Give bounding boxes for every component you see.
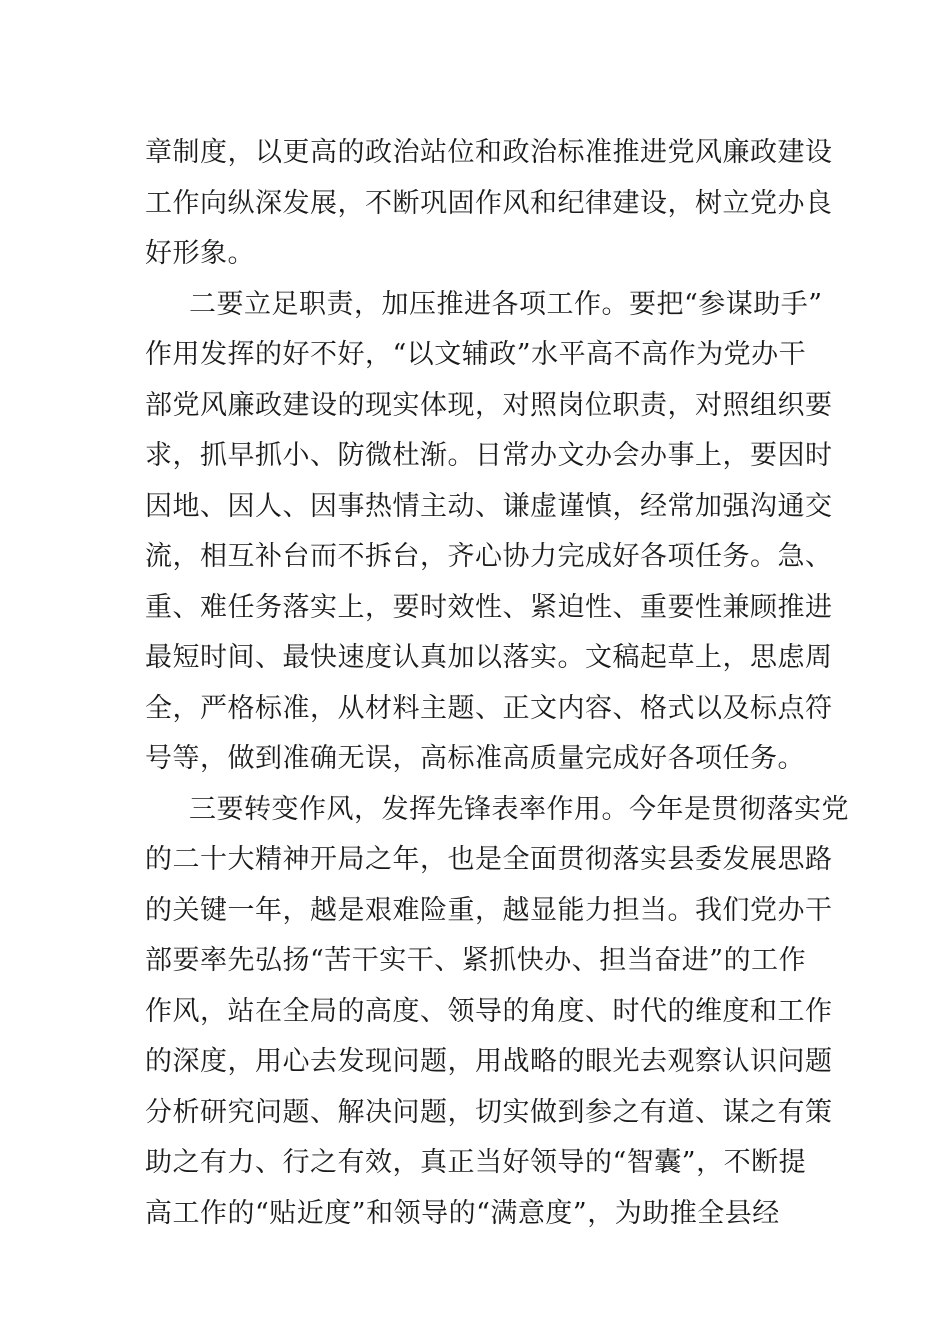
text-line: 作风，站在全局的高度、领导的角度、时代的维度和工作 <box>145 995 833 1027</box>
document-body <box>145 128 849 1239</box>
text-line: 工作向纵深发展，不断巩固作风和纪律建设，树立党办良 <box>145 187 833 219</box>
text-line: 部要率先弘扬“苦干实干、紧抓快办、担当奋进”的工作 <box>145 945 807 976</box>
text-line: 好形象。 <box>145 238 255 269</box>
text-line: 号等，做到准确无误，高标准高质量完成好各项任务。 <box>145 743 805 774</box>
text-line: 因地、因人、因事热情主动、谦虚谨慎，经常加强沟通交 <box>145 490 833 522</box>
text-line: 助之有力、行之有效，真正当好领导的“智囊”，不断提 <box>145 1147 807 1178</box>
text-line: 作用发挥的好不好，“以文辅政”水平高不高作为党办干 <box>145 339 807 370</box>
text-line: 分析研究问题、解决问题，切实做到参之有道、谋之有策 <box>145 1096 833 1128</box>
text-line: 三要转变作风，发挥先锋表率作用。今年是贯彻落实党 <box>189 793 849 825</box>
paragraph-2 <box>145 280 833 785</box>
text-line: 二要立足职责，加压推进各项工作。要把“参谋助手” <box>189 288 823 320</box>
text-line: 高工作的“贴近度”和领导的“满意度”，为助推全县经 <box>145 1197 780 1229</box>
text-line: 部党风廉政建设的现实体现，对照岗位职责，对照组织要 <box>145 389 833 421</box>
text-line: 流，相互补台而不拆台，齐心协力完成好各项任务。急、 <box>145 541 833 572</box>
text-line: 重、难任务落实上，要时效性、紧迫性、重要性兼顾推进 <box>145 591 833 623</box>
text-line: 的二十大精神开局之年，也是全面贯彻落实县委发展思路 <box>145 844 833 875</box>
paragraph-3 <box>145 785 849 1240</box>
paragraph-1 <box>145 128 833 280</box>
text-line: 章制度，以更高的政治站位和政治标准推进党风廉政建设 <box>145 137 833 168</box>
text-line: 的关键一年，越是艰难险重，越显能力担当。我们党办干 <box>145 894 833 926</box>
text-line: 最短时间、最快速度认真加以落实。文稿起草上，思虑周 <box>145 642 833 673</box>
text-line: 求，抓早抓小、防微杜渐。日常办文办会办事上，要因时 <box>145 440 833 471</box>
text-line: 全，严格标准，从材料主题、正文内容、格式以及标点符 <box>145 692 833 724</box>
text-line: 的深度，用心去发现问题，用战略的眼光去观察认识问题 <box>145 1046 833 1077</box>
